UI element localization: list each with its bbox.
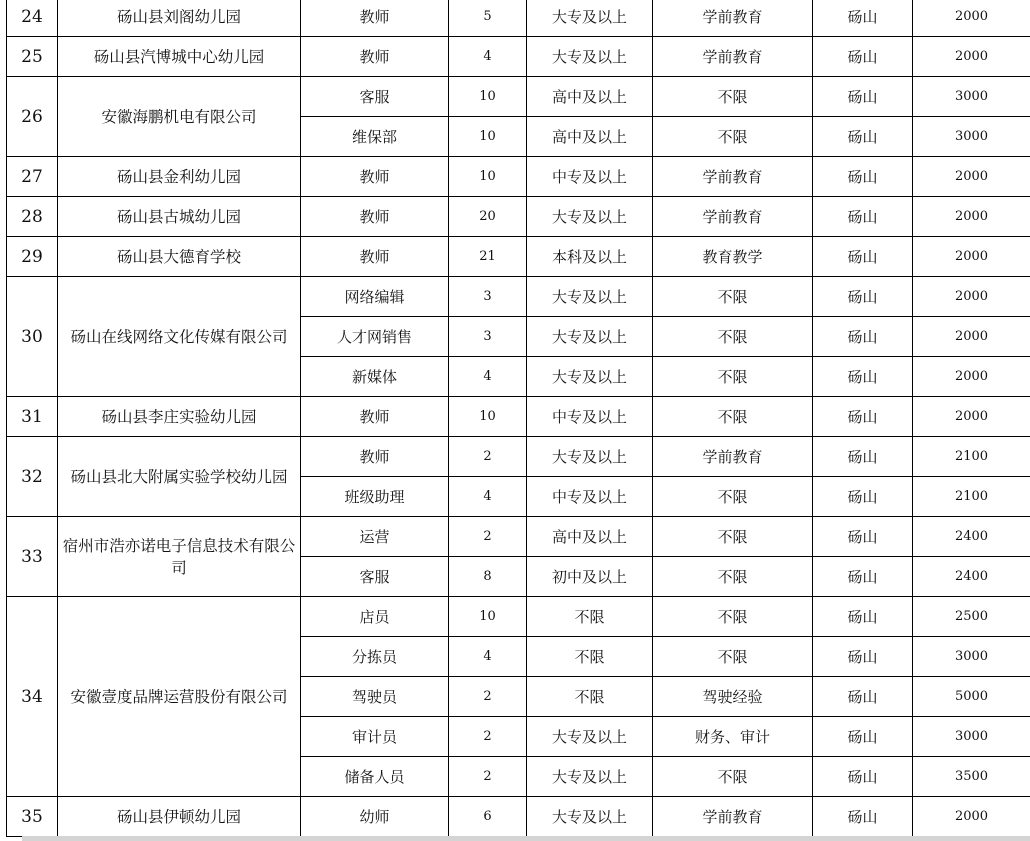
headcount: 3: [449, 277, 527, 317]
education-requirement: 高中及以上: [527, 77, 653, 117]
headcount: 4: [449, 357, 527, 397]
salary: 2100: [913, 437, 1030, 477]
major-requirement: 不限: [653, 397, 813, 437]
headcount: 5: [449, 0, 527, 37]
table-row: [7, 237, 1030, 277]
education-requirement: 中专及以上: [527, 157, 653, 197]
education-requirement: 大专及以上: [527, 197, 653, 237]
employer-name: 砀山县古城幼儿园: [58, 197, 301, 237]
row-number: 31: [7, 397, 58, 437]
major-requirement: 不限: [653, 597, 813, 637]
job-position: 教师: [301, 0, 449, 37]
major-requirement: 学前教育: [653, 157, 813, 197]
salary: 2000: [913, 797, 1030, 837]
work-location: 砀山: [813, 157, 913, 197]
work-location: 砀山: [813, 477, 913, 517]
major-requirement: 不限: [653, 117, 813, 157]
row-number: 26: [7, 77, 58, 157]
job-position: 运营: [301, 517, 449, 557]
education-requirement: 大专及以上: [527, 797, 653, 837]
major-requirement: 驾驶经验: [653, 677, 813, 717]
headcount: 10: [449, 117, 527, 157]
horizontal-scrollbar[interactable]: [22, 836, 1030, 841]
salary: 2400: [913, 517, 1030, 557]
work-location: 砀山: [813, 437, 913, 477]
table-row: [7, 77, 1030, 117]
salary: 2000: [913, 237, 1030, 277]
education-requirement: 大专及以上: [527, 357, 653, 397]
major-requirement: 不限: [653, 77, 813, 117]
job-position: 驾驶员: [301, 677, 449, 717]
table-row: [7, 197, 1030, 237]
education-requirement: 大专及以上: [527, 277, 653, 317]
job-position: 教师: [301, 37, 449, 77]
row-number: 33: [7, 517, 58, 597]
salary: 3000: [913, 77, 1030, 117]
table-row: [7, 597, 1030, 637]
job-position: 人才网销售: [301, 317, 449, 357]
education-requirement: 大专及以上: [527, 757, 653, 797]
table-body: [7, 0, 1030, 837]
work-location: 砀山: [813, 237, 913, 277]
education-requirement: 大专及以上: [527, 0, 653, 37]
headcount: 10: [449, 77, 527, 117]
row-number: 27: [7, 157, 58, 197]
salary: 3500: [913, 757, 1030, 797]
major-requirement: 财务、审计: [653, 717, 813, 757]
employer-name: 砀山县伊顿幼儿园: [58, 797, 301, 837]
table-row: [7, 157, 1030, 197]
headcount: 4: [449, 37, 527, 77]
table-row: [7, 277, 1030, 317]
row-number: 28: [7, 197, 58, 237]
salary: 5000: [913, 677, 1030, 717]
employer-name: 砀山县汽博城中心幼儿园: [58, 37, 301, 77]
work-location: 砀山: [813, 757, 913, 797]
headcount: 10: [449, 597, 527, 637]
row-number: 34: [7, 597, 58, 797]
row-number: 25: [7, 37, 58, 77]
education-requirement: 中专及以上: [527, 477, 653, 517]
row-number: 35: [7, 797, 58, 837]
salary: 2000: [913, 317, 1030, 357]
headcount: 10: [449, 157, 527, 197]
headcount: 8: [449, 557, 527, 597]
salary: 2000: [913, 197, 1030, 237]
work-location: 砀山: [813, 317, 913, 357]
education-requirement: 大专及以上: [527, 437, 653, 477]
employer-name: 安徽海鹏机电有限公司: [58, 77, 301, 157]
education-requirement: 不限: [527, 677, 653, 717]
table-row: [7, 797, 1030, 837]
headcount: 2: [449, 757, 527, 797]
job-position: 教师: [301, 397, 449, 437]
salary: 2000: [913, 157, 1030, 197]
job-position: 幼师: [301, 797, 449, 837]
headcount: 2: [449, 677, 527, 717]
row-number: 30: [7, 277, 58, 397]
work-location: 砀山: [813, 797, 913, 837]
salary: 2000: [913, 37, 1030, 77]
major-requirement: 不限: [653, 477, 813, 517]
job-position: 教师: [301, 237, 449, 277]
job-position: 教师: [301, 157, 449, 197]
job-position: 网络编辑: [301, 277, 449, 317]
work-location: 砀山: [813, 77, 913, 117]
table-row: [7, 517, 1030, 557]
salary: 2000: [913, 357, 1030, 397]
table-row: [7, 397, 1030, 437]
employer-name: 安徽壹度品牌运营股份有限公司: [58, 597, 301, 797]
table-row: [7, 37, 1030, 77]
job-position: 店员: [301, 597, 449, 637]
salary: 2500: [913, 597, 1030, 637]
headcount: 2: [449, 517, 527, 557]
salary: 3000: [913, 637, 1030, 677]
job-position: 班级助理: [301, 477, 449, 517]
work-location: 砀山: [813, 0, 913, 37]
work-location: 砀山: [813, 197, 913, 237]
education-requirement: 高中及以上: [527, 517, 653, 557]
salary: 2000: [913, 277, 1030, 317]
headcount: 4: [449, 637, 527, 677]
job-position: 分拣员: [301, 637, 449, 677]
major-requirement: 不限: [653, 637, 813, 677]
work-location: 砀山: [813, 637, 913, 677]
work-location: 砀山: [813, 557, 913, 597]
employer-name: 砀山县刘阁幼儿园: [58, 0, 301, 37]
major-requirement: 学前教育: [653, 437, 813, 477]
table-row: [7, 437, 1030, 477]
education-requirement: 中专及以上: [527, 397, 653, 437]
major-requirement: 学前教育: [653, 797, 813, 837]
salary: 2000: [913, 0, 1030, 37]
employer-name: 砀山县北大附属实验学校幼儿园: [58, 437, 301, 517]
education-requirement: 不限: [527, 637, 653, 677]
headcount: 2: [449, 717, 527, 757]
headcount: 4: [449, 477, 527, 517]
work-location: 砀山: [813, 357, 913, 397]
row-number: 32: [7, 437, 58, 517]
job-position: 维保部: [301, 117, 449, 157]
row-number: 24: [7, 0, 58, 37]
headcount: 2: [449, 437, 527, 477]
major-requirement: 学前教育: [653, 0, 813, 37]
job-position: 新媒体: [301, 357, 449, 397]
education-requirement: 初中及以上: [527, 557, 653, 597]
education-requirement: 本科及以上: [527, 237, 653, 277]
job-position: 审计员: [301, 717, 449, 757]
work-location: 砀山: [813, 597, 913, 637]
major-requirement: 不限: [653, 517, 813, 557]
work-location: 砀山: [813, 677, 913, 717]
major-requirement: 学前教育: [653, 197, 813, 237]
education-requirement: 大专及以上: [527, 37, 653, 77]
major-requirement: 不限: [653, 317, 813, 357]
headcount: 3: [449, 317, 527, 357]
job-position: 客服: [301, 557, 449, 597]
work-location: 砀山: [813, 397, 913, 437]
headcount: 10: [449, 397, 527, 437]
work-location: 砀山: [813, 37, 913, 77]
headcount: 20: [449, 197, 527, 237]
salary: 2400: [913, 557, 1030, 597]
employer-name: 砀山县金利幼儿园: [58, 157, 301, 197]
salary: 2000: [913, 397, 1030, 437]
education-requirement: 高中及以上: [527, 117, 653, 157]
job-position: 储备人员: [301, 757, 449, 797]
employer-name: 砀山县李庄实验幼儿园: [58, 397, 301, 437]
major-requirement: 教育教学: [653, 237, 813, 277]
salary: 2100: [913, 477, 1030, 517]
major-requirement: 学前教育: [653, 37, 813, 77]
headcount: 6: [449, 797, 527, 837]
education-requirement: 大专及以上: [527, 717, 653, 757]
employer-name: 宿州市浩亦诺电子信息技术有限公司: [58, 517, 301, 597]
employer-name: 砀山县大德育学校: [58, 237, 301, 277]
headcount: 21: [449, 237, 527, 277]
major-requirement: 不限: [653, 277, 813, 317]
work-location: 砀山: [813, 517, 913, 557]
work-location: 砀山: [813, 717, 913, 757]
job-position: 客服: [301, 77, 449, 117]
salary: 3000: [913, 717, 1030, 757]
major-requirement: 不限: [653, 557, 813, 597]
salary: 3000: [913, 117, 1030, 157]
row-number: 29: [7, 237, 58, 277]
work-location: 砀山: [813, 277, 913, 317]
table-row: [7, 0, 1030, 37]
job-position: 教师: [301, 197, 449, 237]
job-listing-table: [6, 0, 1030, 837]
education-requirement: 不限: [527, 597, 653, 637]
job-position: 教师: [301, 437, 449, 477]
employer-name: 砀山在线网络文化传媒有限公司: [58, 277, 301, 397]
major-requirement: 不限: [653, 757, 813, 797]
major-requirement: 不限: [653, 357, 813, 397]
work-location: 砀山: [813, 117, 913, 157]
education-requirement: 大专及以上: [527, 317, 653, 357]
